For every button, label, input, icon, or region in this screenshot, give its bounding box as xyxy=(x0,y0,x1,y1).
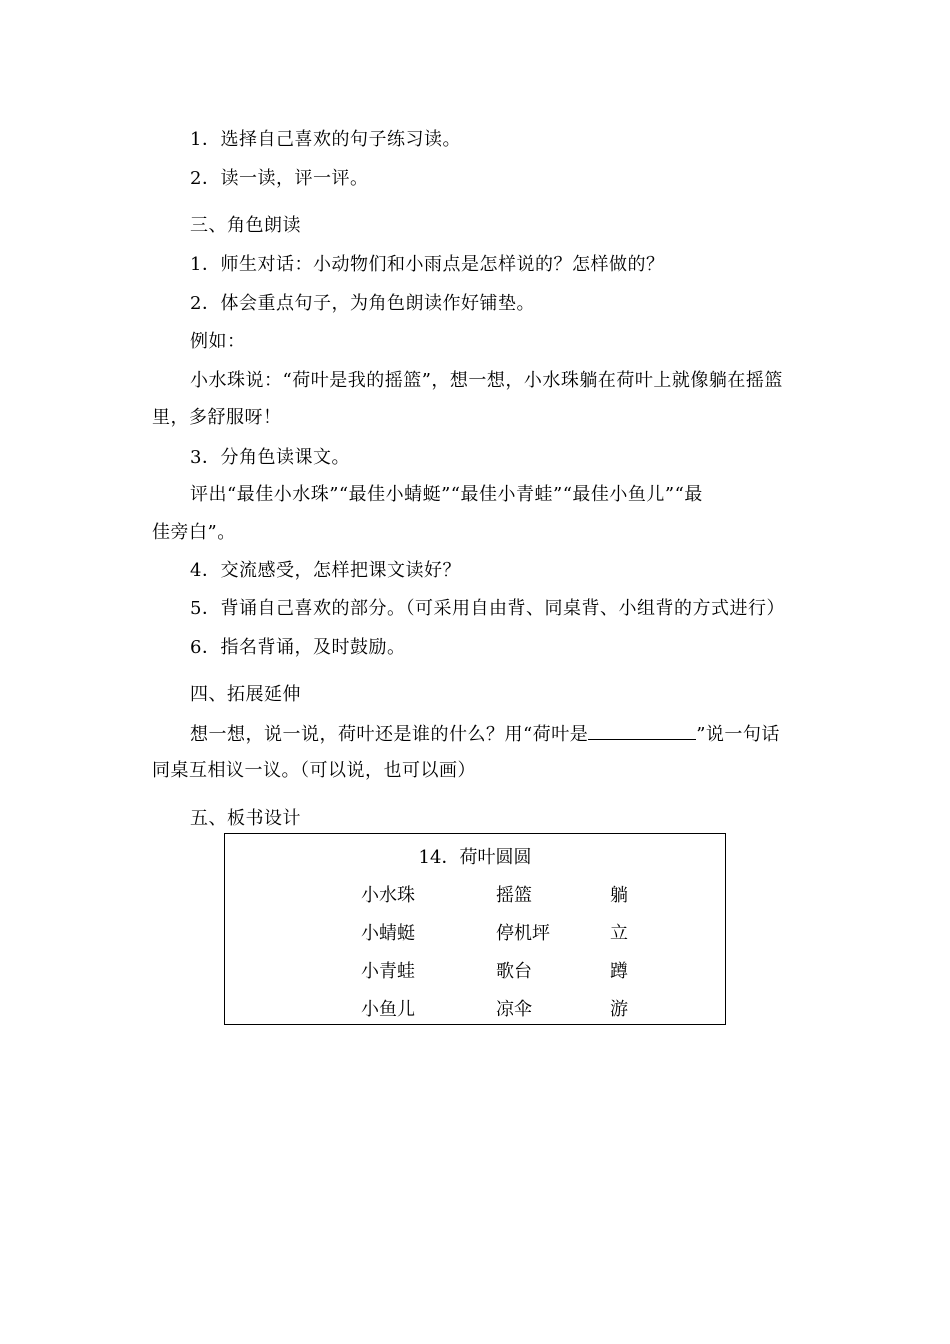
board-action: 立 xyxy=(610,923,628,944)
section-heading-extension: 四、拓展延伸 xyxy=(190,684,301,705)
board-character: 小鱼儿 xyxy=(361,999,415,1020)
board-place: 歌台 xyxy=(496,961,532,982)
section-heading-role-reading: 三、角色朗读 xyxy=(190,215,301,236)
extension-prompt-line-1 xyxy=(190,721,780,747)
board-character: 小水珠 xyxy=(361,885,415,906)
example-text-line-2: 里，多舒服呀！ xyxy=(152,407,282,428)
section-heading-board-design: 五、板书设计 xyxy=(190,808,301,829)
board-place: 停机坪 xyxy=(496,923,550,944)
step-dialogue: 1．师生对话：小动物们和小雨点是怎样说的？怎样做的？ xyxy=(190,254,665,275)
board-title: 14．荷叶圆圆 xyxy=(418,847,532,868)
extension-prompt-after-blank: ”说一句话 xyxy=(696,724,780,745)
awards-line-1: 评出“最佳小水珠”“最佳小蜻蜓”“最佳小青蛙”“最佳小鱼儿”“最 xyxy=(190,484,703,505)
step-key-sentences: 2．体会重点句子，为角色朗读作好铺垫。 xyxy=(190,293,535,314)
fill-in-blank xyxy=(588,721,696,740)
board-design-box xyxy=(224,833,726,1025)
step-share-feelings: 4．交流感受，怎样把课文读好？ xyxy=(190,560,461,581)
board-character: 小青蛙 xyxy=(361,961,415,982)
extension-prompt-before-blank: 想一想，说一说，荷叶还是谁的什么？用“荷叶是 xyxy=(190,724,589,745)
example-label: 例如： xyxy=(190,331,246,352)
step-recite: 5．背诵自己喜欢的部分。（可采用自由背、同桌背、小组背的方式进行） xyxy=(190,598,785,619)
board-place: 凉伞 xyxy=(496,999,532,1020)
step-role-reading: 3．分角色读课文。 xyxy=(190,447,350,468)
board-action: 蹲 xyxy=(610,961,628,982)
board-character: 小蜻蜓 xyxy=(361,923,415,944)
step-read-evaluate: 2．读一读，评一评。 xyxy=(190,168,369,189)
step-named-recitation: 6．指名背诵，及时鼓励。 xyxy=(190,637,406,658)
board-action: 躺 xyxy=(610,885,628,906)
awards-line-2: 佳旁白”。 xyxy=(152,522,236,543)
example-text-line-1: 小水珠说：“荷叶是我的摇篮”，想一想，小水珠躺在荷叶上就像躺在摇篮 xyxy=(190,370,783,391)
board-action: 游 xyxy=(610,999,628,1020)
board-place: 摇篮 xyxy=(496,885,532,906)
step-choose-sentences: 1．选择自己喜欢的句子练习读。 xyxy=(190,129,461,150)
extension-prompt-line-2: 同桌互相议一议。（可以说，也可以画） xyxy=(152,760,476,781)
